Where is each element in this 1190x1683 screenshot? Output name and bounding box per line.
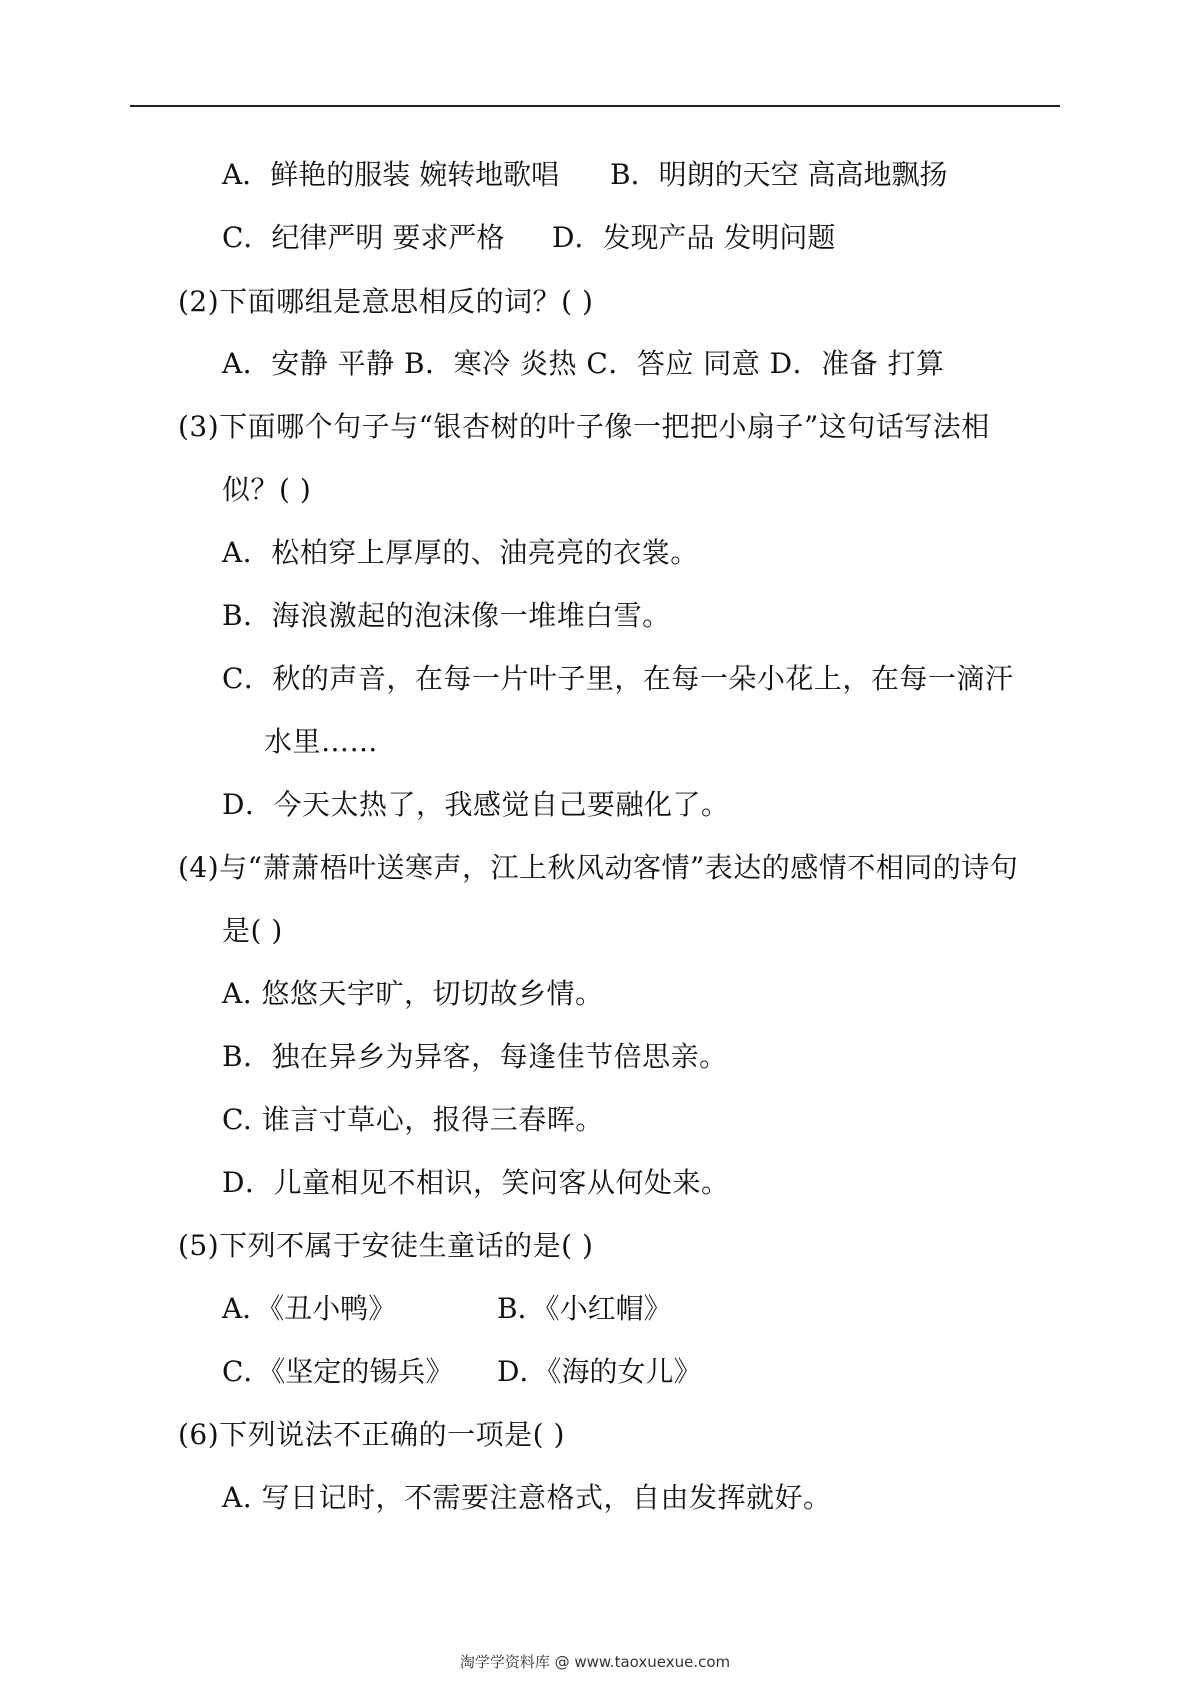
q5-option-b: B．《小红帽》 [497, 1292, 672, 1325]
q5-option-c: C．《坚定的锡兵》 [222, 1355, 454, 1388]
q4-option-c: C. 谁言寸草心，报得三春晖。 [222, 1103, 604, 1136]
q4-option-d: D．儿童相见不相识，笑问客从何处来。 [222, 1166, 730, 1199]
q5-option-d: D．《海的女儿》 [497, 1355, 702, 1388]
q4-stem-line-1: (4)与“萧萧梧叶送寒声，江上秋风动客情”表达的感情不相同的诗句 [178, 851, 1019, 884]
q3-option-c-line-1: C．秋的声音，在每一片叶子里，在每一朵小花上，在每一滴汗 [222, 662, 1014, 695]
q2-stem: (2)下面哪组是意思相反的词？( ) [178, 285, 594, 318]
q3-option-c-line-2: 水里…… [264, 725, 379, 758]
q1-option-a: A．鲜艳的服装 婉转地歌唱 [222, 158, 560, 191]
q4-option-b: B．独在异乡为异客，每逢佳节倍思亲。 [222, 1040, 728, 1073]
footer-watermark: 淘学学资料库 @ www.taoxuexue.com [459, 1653, 731, 1671]
q1-option-c: C．纪律严明 要求严格 [222, 221, 505, 254]
q6-stem: (6)下列说法不正确的一项是( ) [178, 1418, 565, 1451]
q1-option-b: B．明朗的天空 高高地飘扬 [610, 158, 948, 191]
q5-option-a: A．《丑小鸭》 [222, 1292, 397, 1325]
q5-stem: (5)下列不属于安徒生童话的是( ) [178, 1229, 594, 1262]
q3-option-d: D．今天太热了，我感觉自己要融化了。 [222, 788, 730, 821]
q6-option-a: A. 写日记时，不需要注意格式，自由发挥就好。 [222, 1481, 832, 1514]
q2-options: A．安静 平静 B．寒冷 炎热 C．答应 同意 D．准备 打算 [222, 347, 945, 380]
q4-option-a: A. 悠悠天宇旷，切切故乡情。 [222, 977, 604, 1010]
q4-stem-line-2: 是( ) [222, 914, 283, 947]
q3-stem-line-1: (3)下面哪个句子与“银杏树的叶子像一把把小扇子”这句话写法相 [178, 410, 990, 443]
q3-option-b: B．海浪激起的泡沫像一堆堆白雪。 [222, 599, 671, 632]
header-rule [130, 105, 1060, 107]
q3-stem-line-2: 似？( ) [222, 473, 312, 506]
q3-option-a: A．松柏穿上厚厚的、油亮亮的衣裳。 [222, 536, 699, 569]
q1-option-d: D．发现产品 发明问题 [552, 221, 836, 254]
